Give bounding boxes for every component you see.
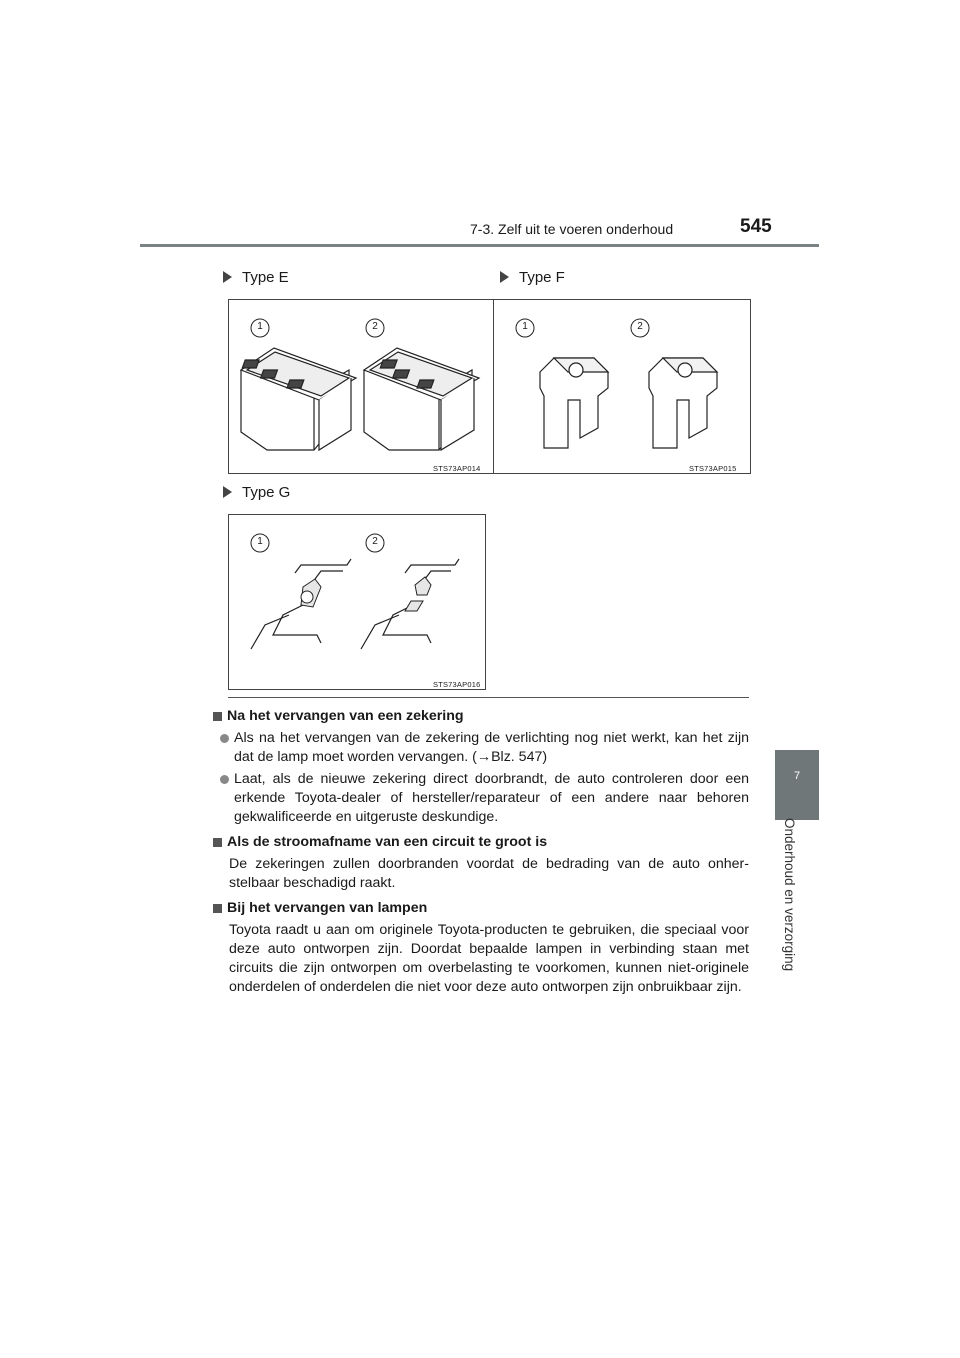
section-replacing-lamps — [213, 899, 749, 997]
triangle-marker-icon — [500, 271, 509, 283]
chapter-number: 7 — [793, 770, 801, 782]
circle-bullet-icon — [220, 734, 229, 743]
section-heading-text: Als de stroomafname van een circuit te groot is — [227, 834, 548, 850]
section-heading-text: Bij het vervangen van lampen — [227, 900, 428, 916]
callout-1: 1 — [257, 321, 263, 332]
section-circuit-overload — [213, 833, 749, 893]
figure-code: STS73AP016 — [433, 680, 481, 689]
section-paragraph: Toyota raadt u aan om originele Toyota-producten te gebruiken, die speciaal voor deze auto ontworpen zijn. Doordat bepaalde lampen in verbinding staan met circuits die zijn ontworpen om overbelasting te voorkomen, kunnen niet-originele onderdelen of onderdelen die niet voor deze auto ontworpen zijn onbruikbaar zijn. — [229, 922, 749, 995]
circle-bullet-icon — [220, 775, 229, 784]
section-heading — [213, 899, 749, 918]
list-item-text: Laat, als de nieuwe zekering direct doorbrandt, de auto controleren door een erkende Toyota-dealer of hersteller/reparateur of een andere naar behoren gekwalificeerde en uitgeruste deskundige. — [234, 771, 749, 825]
callout-2: 2 — [637, 321, 643, 332]
figure-code: STS73AP014 — [433, 464, 481, 473]
callout-1: 1 — [522, 321, 528, 332]
figure-label-text: Type G — [242, 484, 291, 501]
section-heading — [213, 707, 749, 726]
square-bullet-icon — [213, 904, 222, 913]
section-heading-text: Na het vervangen van een zekering — [227, 708, 464, 724]
figure-label-type-f — [500, 269, 565, 286]
figure-type-e — [228, 299, 495, 474]
page-number: 545 — [740, 216, 772, 237]
figure-label-text: Type E — [242, 269, 289, 286]
figure-label-text: Type F — [519, 269, 565, 286]
figure-type-f — [493, 299, 751, 474]
fuse-type-f-illustration — [494, 300, 750, 473]
figure-code: STS73AP015 — [689, 464, 737, 473]
section-after-fuse-replacement — [213, 707, 749, 827]
section-divider — [228, 697, 749, 698]
list-item — [213, 770, 749, 827]
info-content — [213, 705, 749, 1003]
fuse-type-e-illustration — [229, 300, 494, 473]
chapter-tab — [775, 750, 819, 820]
callout-2: 2 — [372, 321, 378, 332]
triangle-marker-icon — [223, 271, 232, 283]
figure-label-type-g — [223, 484, 290, 501]
square-bullet-icon — [213, 712, 222, 721]
chapter-title: Onderhoud en verzorging — [782, 818, 797, 972]
callout-2: 2 — [372, 536, 378, 547]
fuse-type-g-illustration — [229, 515, 485, 689]
header-rule — [140, 244, 819, 247]
triangle-marker-icon — [223, 486, 232, 498]
list-item-text: Als na het vervangen van de zekering de verlichting nog niet werkt, kan het zijn dat de lamp moet worden vervangen. (→Blz. 547) — [234, 730, 749, 765]
section-title: 7-3. Zelf uit te voeren onderhoud — [470, 221, 674, 237]
square-bullet-icon — [213, 838, 222, 847]
figure-type-g — [228, 514, 486, 690]
section-paragraph: De zekeringen zullen doorbranden voordat de bedrading van de auto onher-stelbaar beschadigd raakt. — [229, 856, 749, 891]
callout-1: 1 — [257, 536, 263, 547]
figure-label-type-e — [223, 269, 289, 286]
list-item — [213, 729, 749, 767]
section-heading — [213, 833, 749, 852]
